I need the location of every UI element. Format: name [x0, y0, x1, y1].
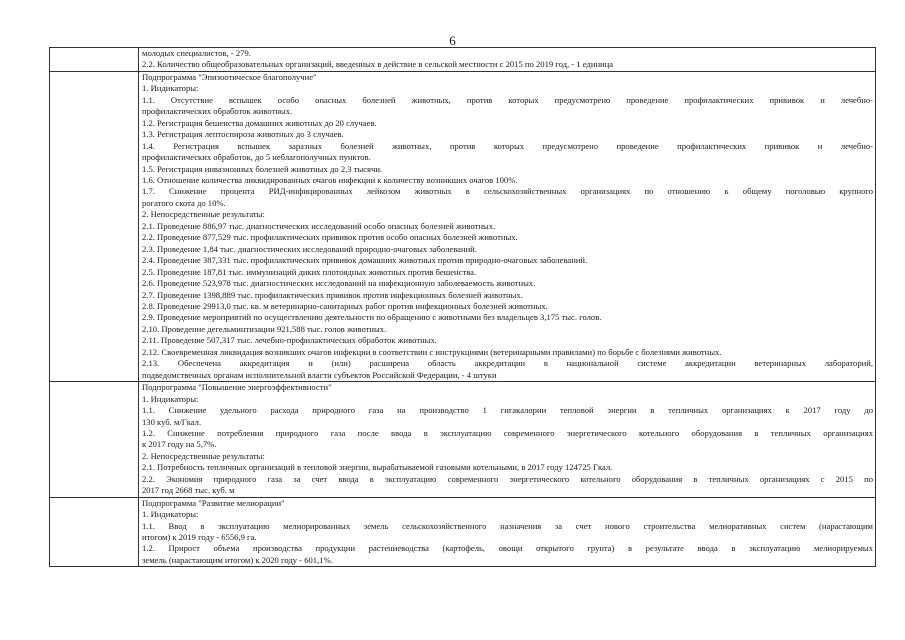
text-line: 1.1. Ввод в эксплуатацию мелиорированных земель сельскохозяйственного назначения за счет нового строительства мелиоративных систем (нарастающим — [142, 520, 873, 531]
text-line: 1. Индикаторы: — [142, 509, 199, 520]
text-line: 1.6. Отношение количества ликвидированных очагов инфекции к количеству возникших очагов 100%. — [142, 174, 518, 185]
text-line: 2017 год 2668 тыс. куб. м — [142, 485, 235, 496]
text-line: рогатого скота до 10%. — [142, 197, 226, 208]
left-empty-cell — [50, 497, 139, 567]
text-line: 1.2. Прирост объема производства продукции растениеводства (картофель, овощи открытого грунта) в результате ввода в эксплуатацию мелиорируемых — [142, 543, 873, 554]
table-row — [50, 48, 876, 72]
text-line: 1.2. Снижение потребления природного газа после ввода в эксплуатацию современного энергетического котельного оборудования в тепличных организациях — [142, 427, 873, 438]
text-line: 2.9. Проведение мероприятий по осуществлению деятельности по обращению с животными без владельцев 3,175 тыс. голов. — [142, 312, 602, 323]
text-line: молодых специалистов, - 279. — [142, 48, 251, 58]
text-line: 1. Индикаторы: — [142, 393, 199, 404]
text-line: Подпрограмма "Развитие мелиорации" — [142, 497, 285, 508]
content-cell — [139, 497, 876, 567]
content-cell — [139, 382, 876, 498]
page-number: 6 — [449, 33, 456, 48]
content-cell — [139, 71, 876, 381]
text-line: 2.2. Количество общеобразовательных организаций, введенных в действие в сельской местности с 2015 по 2019 год, - 1 единица — [142, 59, 614, 70]
text-line: 2.13. Обеспечена аккредитация и (или) расширена область аккредитации в национальной системе аккредитации ветеринарных лабораторий, — [142, 358, 873, 369]
table-row — [50, 382, 876, 498]
text-line: 2.12. Своевременная ликвидация возникших очагов инфекции в соответствии с инструкциями (ветеринарными правилами) по борьбе с болезнями животных. — [142, 346, 722, 357]
text-line: 2.6. Проведение 523,978 тыс. диагностических исследований на инфекционную заболеваемость животных. — [142, 278, 536, 289]
text-line: итогом) к 2019 году - 6556,9 га. — [142, 532, 257, 543]
text-line: 1. Индикаторы: — [142, 83, 199, 94]
text-line: 1.5. Регистрация инвазионных болезней животных до 2,3 тысячи. — [142, 163, 383, 174]
text-line: 2.7. Проведение 1398,889 тыс. профилактических прививок против инфекционных болезней животных. — [142, 289, 523, 300]
text-line: 1.7. Снижение процента РИД-инфицированных лейкозом животных в сельскохозяйственных организациях по отношению к общему поголовью крупного — [142, 186, 873, 197]
text-line: 1.4. Регистрация вспышек заразных болезней животных, против которых предусмотрено проведение профилактических прививок и лечебно- — [142, 140, 873, 151]
text-line: 2.5. Проведение 187,81 тыс. иммунизаций диких плотоядных животных против бешенства. — [142, 266, 477, 277]
text-line: земель (нарастающим итогом) к 2020 году - 601,1%. — [142, 554, 333, 565]
text-line: 1.1. Отсутствие вспышек особо опасных болезней животных, против которых предусмотрено проведение профилактических прививок и лечебно- — [142, 94, 873, 105]
content-cell — [139, 48, 876, 72]
text-line: 2. Непосредственные результаты: — [142, 209, 265, 220]
text-line: подведомственных органам исполнительной власти субъектов Российской Федерации, - 4 штуки — [142, 369, 497, 380]
text-line: 1.1. Снижение удельного расхода природного газа на производство 1 гигакалории тепловой энергии в тепличных организациях к 2017 году до — [142, 405, 873, 416]
left-empty-cell — [50, 71, 139, 381]
text-line: 2.4. Проведение 387,331 тыс. профилактических прививок домашних животных против природно-очаговых заболеваний. — [142, 255, 588, 266]
text-line: 1.3. Регистрация лептоспироза животных до 3 случаев. — [142, 129, 344, 140]
text-line: профилактических обработок, до 5 неблагополучных пунктов. — [142, 152, 371, 163]
text-line: 1.2. Регистрация бешенства домашних животных до 20 случаев. — [142, 117, 377, 128]
left-empty-cell — [50, 382, 139, 498]
text-line: 2. Непосредственные результаты: — [142, 450, 265, 461]
text-line: 2.8. Проведение 29913,0 тыс. кв. м ветеринарно-санитарных работ против инфекционных болезней животных. — [142, 300, 548, 311]
text-line: 130 куб. м/Гкал. — [142, 416, 202, 427]
table-row — [50, 71, 876, 381]
table-row — [50, 497, 876, 567]
text-line: 2.2. Проведение 877,529 тыс. профилактических прививок против особо опасных болезней животных. — [142, 232, 518, 243]
text-line: 2.3. Проведение 1,84 тыс. диагностических исследований природно-очаговых заболеваний. — [142, 243, 477, 254]
document-table — [49, 47, 876, 567]
text-line: 2.2. Экономия природного газа за счет ввода в эксплуатацию современного энергетического котельного оборудования в тепличных организациях с 2015 по — [142, 473, 873, 484]
text-line: Подпрограмма "Повышение энергоэффективности" — [142, 382, 332, 393]
text-line: 2.10. Проведение дегельминтизации 921,588 тыс. голов животных. — [142, 323, 387, 334]
text-line: к 2017 году на 5,7%. — [142, 439, 217, 450]
text-line: Подпрограмма "Эпизоотическое благополучие" — [142, 71, 317, 82]
text-line: 2.11. Проведение 507,317 тыс. лечебно-профилактических обработок животных. — [142, 335, 437, 346]
left-empty-cell — [50, 48, 139, 72]
text-line: 2.1. Потребность тепличных организаций в тепловой энергии, вырабатываемой газовыми котельными, в 2017 году 124725 Гкал. — [142, 462, 613, 473]
text-line: профилактических обработок животных. — [142, 106, 293, 117]
text-line: 2.1. Проведение 886,97 тыс. диагностических исследований особо опасных болезней животных. — [142, 220, 496, 231]
